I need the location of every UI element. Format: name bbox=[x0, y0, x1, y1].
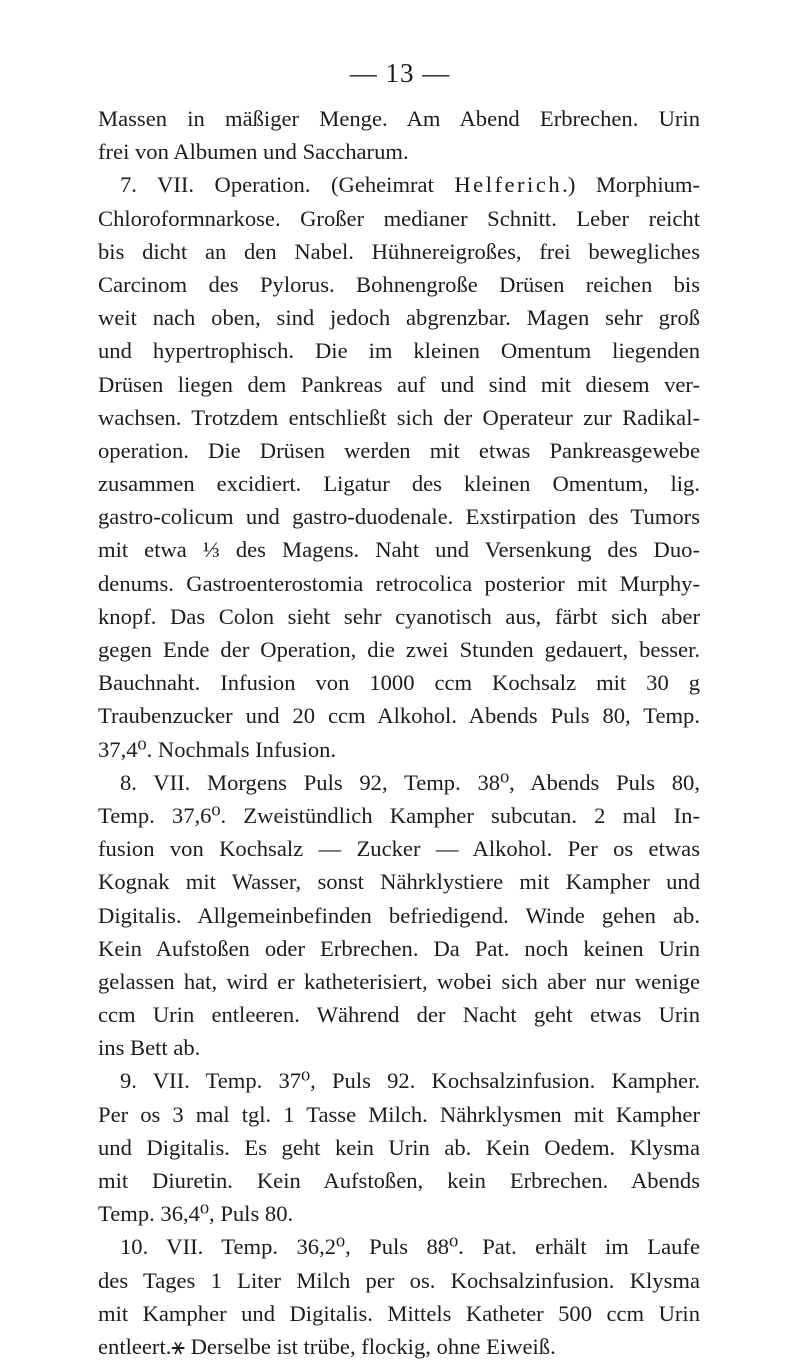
paragraph-continuation bbox=[98, 102, 700, 168]
paragraph-entry-7-vii bbox=[98, 168, 700, 765]
text-line: bis dicht an den Nabel. Hühnereigroßes, frei bewegliches bbox=[98, 238, 700, 264]
text-line: Digitalis. Allgemeinbefinden befriedigend. Winde gehen ab. bbox=[98, 902, 700, 928]
text-line: Carcinom des Pylorus. Bohnengroße Drüsen reichen bis bbox=[98, 271, 700, 297]
page-number: — 13 — bbox=[349, 58, 451, 88]
text-line: entleert.⚹ Derselbe ist trübe, flockig, ohne Eiweiß. bbox=[98, 1333, 556, 1359]
text-segment: .) Morphium- bbox=[562, 172, 701, 198]
text-line: mit etwa ⅓ des Magens. Naht und Versenkung des Duo- bbox=[98, 537, 700, 563]
surgeon-name: Helferich bbox=[454, 172, 563, 198]
text-line: fusion von Kochsalz — Zucker — Alkohol. Per os etwas bbox=[98, 836, 700, 862]
text-line: Traubenzucker und 20 ccm Alkohol. Abends Puls 80, Temp. bbox=[98, 703, 700, 729]
page-body-text bbox=[98, 102, 700, 1363]
text-line: 37,4⁰. Nochmals Infusion. bbox=[98, 736, 337, 762]
text-line: gastro-colicum und gastro-duodenale. Exstirpation des Tumors bbox=[98, 504, 700, 530]
text-line: ins Bett ab. bbox=[98, 1035, 201, 1061]
text-line: Drüsen liegen dem Pankreas auf und sind mit diesem ver- bbox=[98, 371, 700, 397]
text-line: Kein Aufstoßen oder Erbrechen. Da Pat. noch keinen Urin bbox=[98, 935, 700, 961]
text-line: mit Kampher und Digitalis. Mittels Katheter 500 ccm Urin bbox=[98, 1300, 700, 1326]
text-line: gelassen hat, wird er katheterisiert, wobei sich aber nur wenige bbox=[98, 968, 700, 994]
text-line: ccm Urin entleeren. Während der Nacht geht etwas Urin bbox=[98, 1002, 700, 1028]
text-line: Chloroformnarkose. Großer medianer Schnitt. Leber reicht bbox=[98, 205, 700, 231]
paragraph-entry-8-vii bbox=[98, 766, 700, 1065]
text-line: des Tages 1 Liter Milch per os. Kochsalzinfusion. Klysma bbox=[98, 1267, 700, 1293]
text-line: Temp. 37,6⁰. Zweistündlich Kampher subcutan. 2 mal In- bbox=[98, 802, 700, 828]
text-line: mit Diuretin. Kein Aufstoßen, kein Erbrechen. Abends bbox=[98, 1168, 700, 1193]
text-line: weit nach oben, sind jedoch abgrenzbar. Magen sehr groß bbox=[98, 305, 700, 331]
text-line: Temp. 36,4⁰, Puls 80. bbox=[98, 1201, 294, 1227]
text-line: knopf. Das Colon sieht sehr cyanotisch aus, färbt sich aber bbox=[98, 603, 700, 629]
text-line: Per os 3 mal tgl. 1 Tasse Milch. Nährklysmen mit Kampher bbox=[98, 1101, 700, 1127]
text-line: Kognak mit Wasser, sonst Nährklystiere mit Kampher und bbox=[98, 869, 700, 895]
text-segment: 7. VII. Operation. (Geheimrat bbox=[120, 172, 455, 198]
paragraph-entry-10-vii bbox=[98, 1230, 700, 1363]
text-line: und hypertrophisch. Die im kleinen Omentum liegenden bbox=[98, 338, 700, 364]
text-line: und Digitalis. Es geht kein Urin ab. Kein Oedem. Klysma bbox=[98, 1134, 700, 1160]
text-line: zusammen excidiert. Ligatur des kleinen Omentum, lig. bbox=[98, 471, 700, 497]
text-line: denums. Gastroenterostomia retrocolica posterior mit Murphy- bbox=[98, 570, 700, 596]
text-line: wachsen. Trotzdem entschließt sich der Operateur zur Radikal- bbox=[98, 404, 700, 430]
text-line: gegen Ende der Operation, die zwei Stunden gedauert, besser. bbox=[98, 637, 700, 662]
text-line: 10. VII. Temp. 36,2⁰, Puls 88⁰. Pat. erhält im Laufe bbox=[120, 1234, 700, 1260]
text-line: operation. Die Drüsen werden mit etwas Pankreasgewebe bbox=[98, 437, 700, 463]
text-line: 8. VII. Morgens Puls 92, Temp. 38⁰, Abends Puls 80, bbox=[120, 769, 700, 795]
text-line bbox=[98, 168, 700, 201]
paragraph-entry-9-vii bbox=[98, 1064, 700, 1230]
text-line: frei von Albumen und Saccharum. bbox=[98, 139, 409, 165]
text-line: Massen in mäßiger Menge. Am Abend Erbrechen. Urin bbox=[98, 106, 700, 131]
text-line: 9. VII. Temp. 37⁰, Puls 92. Kochsalzinfusion. Kampher. bbox=[120, 1068, 700, 1094]
text-line: Bauchnaht. Infusion von 1000 ccm Kochsalz mit 30 g bbox=[98, 670, 700, 696]
